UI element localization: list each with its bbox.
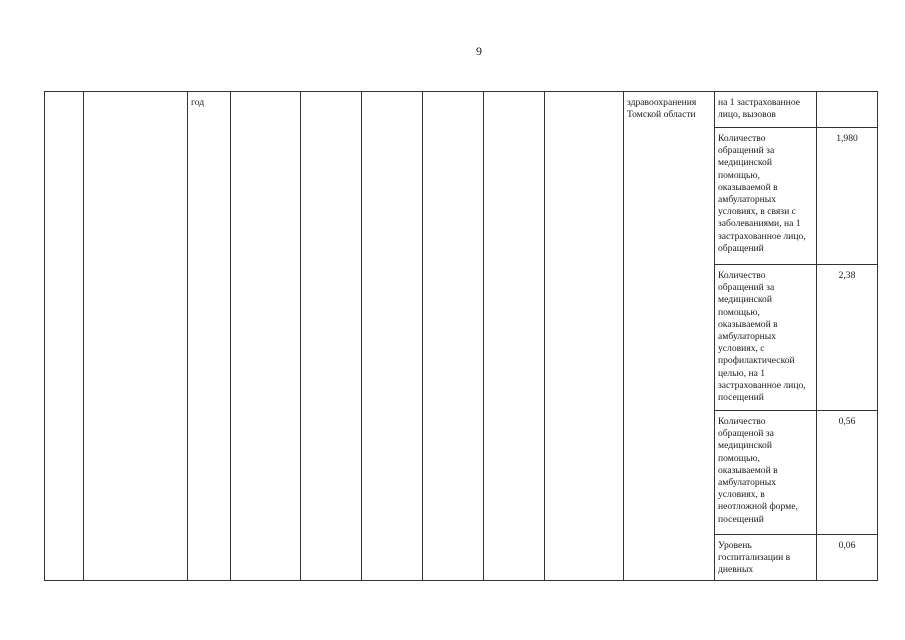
table-cell-number — [45, 92, 84, 581]
table-cell-value: 2,38 — [817, 265, 878, 411]
table-cell-indicator: Количество обращеной за медицинской помощью, оказываемой в амбулаторных условиях, в неотложной форме, посещений — [715, 411, 817, 535]
table-cell-indicator: Количество обращений за медицинской помощью, оказываемой в амбулаторных условиях, с профилактической целью, на 1 застрахованное лицо, посещений — [715, 265, 817, 411]
table-cell-empty — [362, 92, 423, 581]
table-cell-empty — [545, 92, 624, 581]
table-cell-organization: здравоохранения Томской области — [624, 92, 715, 581]
table-cell-year: год — [188, 92, 231, 581]
table-cell-value: 1,980 — [817, 128, 878, 265]
table-cell-empty — [231, 92, 301, 581]
table-row — [45, 92, 878, 128]
table-cell-name — [84, 92, 188, 581]
table-cell-indicator: Уровень госпитализации в дневных — [715, 535, 817, 581]
table-cell-empty — [301, 92, 362, 581]
table-cell-value — [817, 92, 878, 128]
page-number: 9 — [476, 44, 482, 58]
table-cell-indicator: Количество обращений за медицинской помощью, оказываемой в амбулаторных условиях, в связи с заболеваниями, на 1 застрахованное лицо, обращений — [715, 128, 817, 265]
table-cell-empty — [484, 92, 545, 581]
table-cell-empty — [423, 92, 484, 581]
table-cell-value: 0,06 — [817, 535, 878, 581]
table-cell-indicator: на 1 застрахованное лицо, вызовов — [715, 92, 817, 128]
indicators-table — [44, 91, 878, 581]
table-cell-value: 0,56 — [817, 411, 878, 535]
